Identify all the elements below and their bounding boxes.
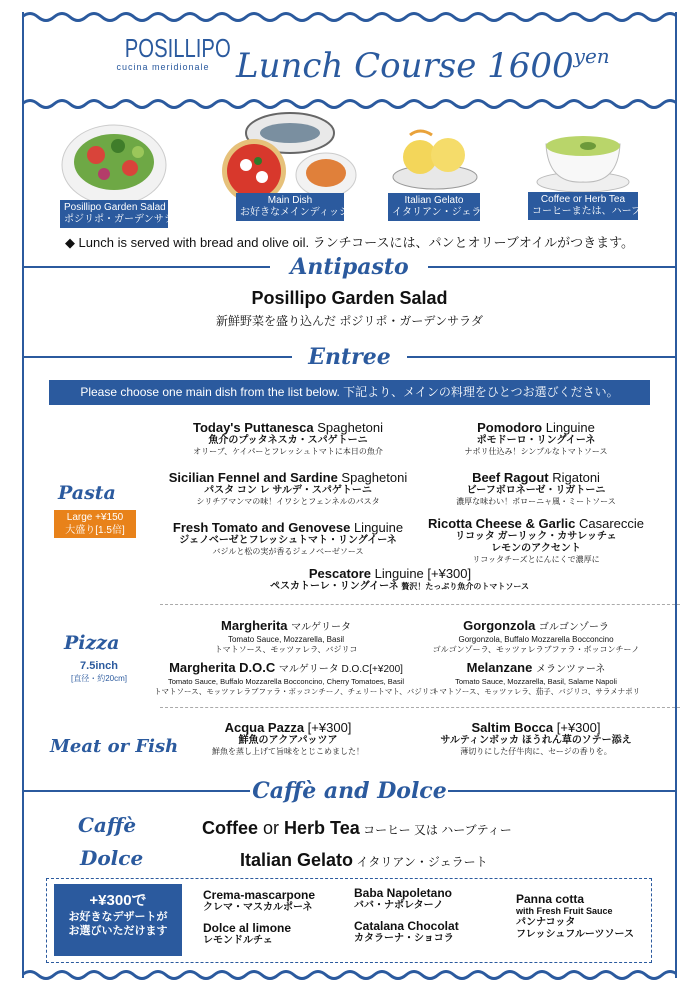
- dish-desc-en: Tomato Sauce, Mozzarella, Basil: [227, 635, 345, 644]
- dish-desc-jp: トマトソース、モッツァレラ、茄子、バジリコ、サラメナポリ: [431, 687, 641, 696]
- dish-jp-inline: メランツァーネ: [535, 664, 606, 675]
- dessert-item-limone: [203, 922, 291, 947]
- dolce-jp: イタリアン・ジェラート: [353, 855, 488, 869]
- meat-fish-category-label: Meat or Fish: [50, 736, 179, 757]
- entree-instruction-banner: Please choose one main dish from the list below. 下記より、メインの料理をひとつお選びください。: [49, 380, 650, 405]
- dish-pasta-type: Casareccie: [575, 516, 645, 531]
- dessert-name: Dolce al limone: [203, 921, 292, 935]
- brand-name: POSILLIPO: [124, 33, 231, 63]
- meat-item-acqua-pazza: [180, 720, 396, 757]
- dish-jp: パスタ コン レ サルデ・スパゲトーニ: [204, 485, 372, 496]
- course-gelato-jp: イタリアン・ジェラート: [392, 207, 502, 218]
- dish-desc: シリチアマンマの味！イワシとフェンネルのパスタ: [196, 497, 380, 506]
- brand-logo: [114, 33, 231, 73]
- pasta-category-label: Pasta: [58, 482, 116, 504]
- bread-note: ◆ Lunch is served with bread and olive oil. ランチコースには、パンとオリーブオイルがつきます。: [64, 235, 635, 250]
- dish-jp-inline: マルゲリータ: [291, 622, 351, 633]
- meat-item-saltim-bocca: [418, 720, 654, 757]
- dessert-badge-price: +¥300で: [89, 892, 147, 909]
- dish-price: [+¥300]: [304, 720, 352, 735]
- pizza-size: 7.5inch: [80, 660, 118, 672]
- title-text: Lunch Course 1600: [236, 46, 574, 86]
- caffe-item: [202, 818, 512, 839]
- section-antipasto-header: [22, 252, 677, 282]
- dish-pasta-type: Linguine [+¥300]: [371, 566, 472, 581]
- dish-jp: ジェノベーゼとフレッシュトマト・リングイーネ: [179, 535, 397, 546]
- pasta-item-ricotta: [418, 516, 654, 565]
- section-caffe-dolce-header: [22, 776, 677, 806]
- dish-desc-en: Tomato Sauce, Mozzarella, Basil, Salame Napoli: [455, 677, 617, 686]
- dish-name: Pescatore: [308, 566, 372, 581]
- course-main-label: [236, 193, 359, 221]
- divider-pasta-pizza: [160, 604, 680, 605]
- pasta-large-price: Large +¥150: [66, 512, 124, 523]
- course-main: [210, 105, 358, 225]
- dish-desc: 贅沢！たっぷり魚介のトマトソース: [401, 582, 529, 591]
- pizza-item-melanzane: [418, 660, 654, 697]
- dessert-jp: パンナコッタ: [516, 917, 576, 928]
- dish-desc: 濃厚な味わい！ボローニャ風・ミートソース: [456, 497, 616, 506]
- dessert-desc: with Fresh Fruit Sauce: [516, 906, 613, 916]
- caffe-label: Caffè: [78, 813, 137, 837]
- course-gelato-en: Italian Gelato: [404, 195, 464, 206]
- dish-name: Ricotta Cheese & Garlic: [427, 516, 576, 531]
- course-salad-label: [60, 200, 184, 228]
- section-antipasto-title: Antipasto: [290, 254, 409, 280]
- salad-image: [58, 110, 170, 210]
- dish-name: Gorgonzola: [463, 618, 536, 633]
- dish-name: Melanzane: [466, 660, 533, 675]
- course-coffee-en: Coffee or Herb Tea: [540, 194, 626, 205]
- dish-jp: ビーフボロネーゼ・リガトーニ: [466, 485, 606, 496]
- dish-jp-accent: レモンのアクセント: [491, 543, 581, 554]
- dessert-jp: クレマ・マスカルポーネ: [203, 902, 313, 913]
- dish-desc: ナポリ仕込み！シンプルなトマトソース: [464, 447, 608, 456]
- course-main-jp: お好きなメインディッシュ: [240, 207, 359, 218]
- section-entree-title: Entree: [308, 344, 391, 370]
- dish-jp: リコッタ ガーリック・カサレッチェ: [455, 531, 617, 542]
- dessert-jp: カタラーナ・ショコラ: [354, 933, 454, 944]
- dish-pasta-type: Spaghetoni: [313, 420, 384, 435]
- course-salad: [58, 110, 184, 232]
- antipasto-dish-title: Posillipo Garden Salad: [251, 288, 448, 308]
- section-caffe-dolce-title: Caffè and Dolce: [252, 778, 447, 804]
- pizza-category-label: Pizza: [64, 632, 120, 654]
- pasta-item-pomodoro: [418, 420, 654, 457]
- dish-name: Saltim Bocca: [471, 720, 554, 735]
- dessert-item-panna-cotta: [516, 893, 634, 941]
- pasta-item-sardine: [168, 470, 408, 507]
- dessert-jp: ババ・ナポレターノ: [354, 900, 444, 911]
- dish-pasta-type: Spaghetoni: [337, 470, 408, 485]
- dish-name: Margherita D.O.C: [169, 660, 276, 675]
- dish-jp: 鮮魚のアクアパッツア: [238, 735, 338, 746]
- dish-name: Pomodoro: [477, 420, 543, 435]
- course-coffee-label: [528, 192, 671, 220]
- pizza-item-gorgonzola: [418, 618, 654, 655]
- dessert-name: Catalana Chocolat: [354, 919, 459, 933]
- caffe-herb-tea: Herb Tea: [284, 818, 360, 838]
- dish-jp: ペスカトーレ・リングイーネ: [270, 581, 399, 592]
- dessert-name: Panna cotta: [516, 892, 585, 906]
- dish-jp: 魚介のプッタネスカ・スパゲトーニ: [208, 435, 368, 446]
- title-suffix: yen: [573, 44, 610, 68]
- pasta-item-ragout: [418, 470, 654, 507]
- pasta-item-puttanesca: [180, 420, 396, 457]
- dessert-name: Baba Napoletano: [354, 886, 453, 900]
- pasta-item-genovese: [168, 520, 408, 557]
- dish-desc: リコッタチーズとにんにくで濃厚に: [472, 555, 600, 564]
- dessert-item-baba: [354, 887, 452, 912]
- pasta-large-jp: 大盛り[1.5倍]: [65, 525, 125, 536]
- dish-name: Acqua Pazza: [224, 720, 305, 735]
- dish-jp-inline: マルゲリータ D.O.C[+¥200]: [278, 664, 403, 675]
- pizza-item-margherita: [178, 618, 394, 655]
- dessert-item-catalana: [354, 920, 459, 945]
- dolce-gelato: Italian Gelato: [240, 850, 354, 870]
- tea-cup-image: [528, 122, 638, 196]
- dish-name: Sicilian Fennel and Sardine: [168, 470, 338, 485]
- dish-pasta-type: Linguine: [350, 520, 404, 535]
- course-coffee: [528, 122, 671, 226]
- caffe-jp: コーヒー 又は ハーブティー: [359, 823, 512, 837]
- dish-desc-en: Gorgonzola, Buffalo Mozzarella Bocconcino: [458, 635, 614, 644]
- brand-subtitle: cucina meridionale: [116, 62, 210, 72]
- dish-pasta-type: Linguine: [542, 420, 595, 435]
- dessert-name: Crema-mascarpone: [203, 888, 316, 902]
- dish-jp-line: [270, 581, 529, 593]
- caffe-coffee: Coffee: [202, 818, 259, 838]
- dessert-badge-line3: お選びいただけます: [68, 925, 168, 937]
- section-entree-header: [22, 342, 677, 372]
- dish-desc: 薄切りにした仔牛肉に、セージの香りを。: [460, 747, 612, 756]
- pizza-size-jp: [直径・約20cm]: [70, 674, 127, 683]
- course-main-en: Main Dish: [267, 195, 313, 206]
- course-coffee-jp: コーヒーまたは、ハーブティー: [532, 206, 671, 217]
- dish-name: Fresh Tomato and Genovese: [172, 520, 351, 535]
- antipasto-dish-sub: 新鮮野菜を盛り込んだ ポジリポ・ガーデンサラダ: [216, 314, 483, 328]
- course-gelato-label: [388, 193, 502, 221]
- dish-desc: オリーブ、ケイパーとフレッシュトマトに本日の魚介: [193, 447, 383, 456]
- dessert-item-crema: [203, 889, 315, 914]
- dish-name: Today's Puttanesca: [192, 420, 314, 435]
- pizza-size-note: [56, 660, 142, 684]
- dessert-upgrade-badge: [54, 884, 182, 956]
- dish-desc-en: Tomato Sauce, Buffalo Mozzarella Bocconcino, Cherry Tomatoes, Basil: [167, 677, 405, 686]
- dessert-jp-sauce: フレッシュフルーツソース: [516, 929, 634, 940]
- dish-jp: サルティンボッカ ほうれん草のソテー添え: [440, 735, 632, 746]
- dish-desc-jp: トマトソース、モッツァレラ、バジリコ: [214, 645, 358, 654]
- pizza-item-margherita-doc: [154, 660, 437, 697]
- pasta-large-badge: [54, 510, 136, 538]
- course-salad-en: Posillipo Garden Salad: [64, 202, 166, 213]
- dish-desc: 鮮魚を蒸し上げて旨味をとじこめました！: [212, 747, 364, 756]
- dish-name: Margherita: [221, 618, 288, 633]
- page-title: [236, 34, 610, 88]
- gelato-image: [380, 125, 490, 195]
- dish-jp-inline: ゴルゴンゾーラ: [538, 622, 609, 633]
- dish-desc-jp: ゴルゴンゾーラ、モッツァレラブファラ・ボッコンチーノ: [432, 645, 640, 654]
- dish-pasta-type: Rigatoni: [548, 470, 600, 485]
- course-salad-jp: ポジリポ・ガーデンサラダ: [64, 214, 184, 225]
- dish-name: Beef Ragout: [472, 470, 549, 485]
- dish-desc: バジルと松の実が香るジェノベーゼソース: [212, 547, 364, 556]
- dessert-badge-line2: お好きなデザートが: [68, 911, 168, 923]
- course-gelato: [380, 125, 502, 225]
- divider-pizza-meat: [160, 707, 680, 708]
- dish-price: [+¥300]: [553, 720, 601, 735]
- dish-jp: ポモドーロ・リングイーネ: [476, 435, 596, 446]
- pasta-item-pescatore: [270, 566, 529, 593]
- dessert-jp: レモンドルチェ: [203, 935, 273, 946]
- dolce-label: Dolce: [80, 846, 144, 870]
- dolce-item: [240, 850, 488, 871]
- caffe-or: or: [258, 818, 285, 838]
- dish-desc-jp: トマトソース、モッツァレラブファラ・ボッコンチーノ、チェリートマト、バジリコ: [154, 687, 437, 696]
- main-dish-image: [210, 105, 358, 201]
